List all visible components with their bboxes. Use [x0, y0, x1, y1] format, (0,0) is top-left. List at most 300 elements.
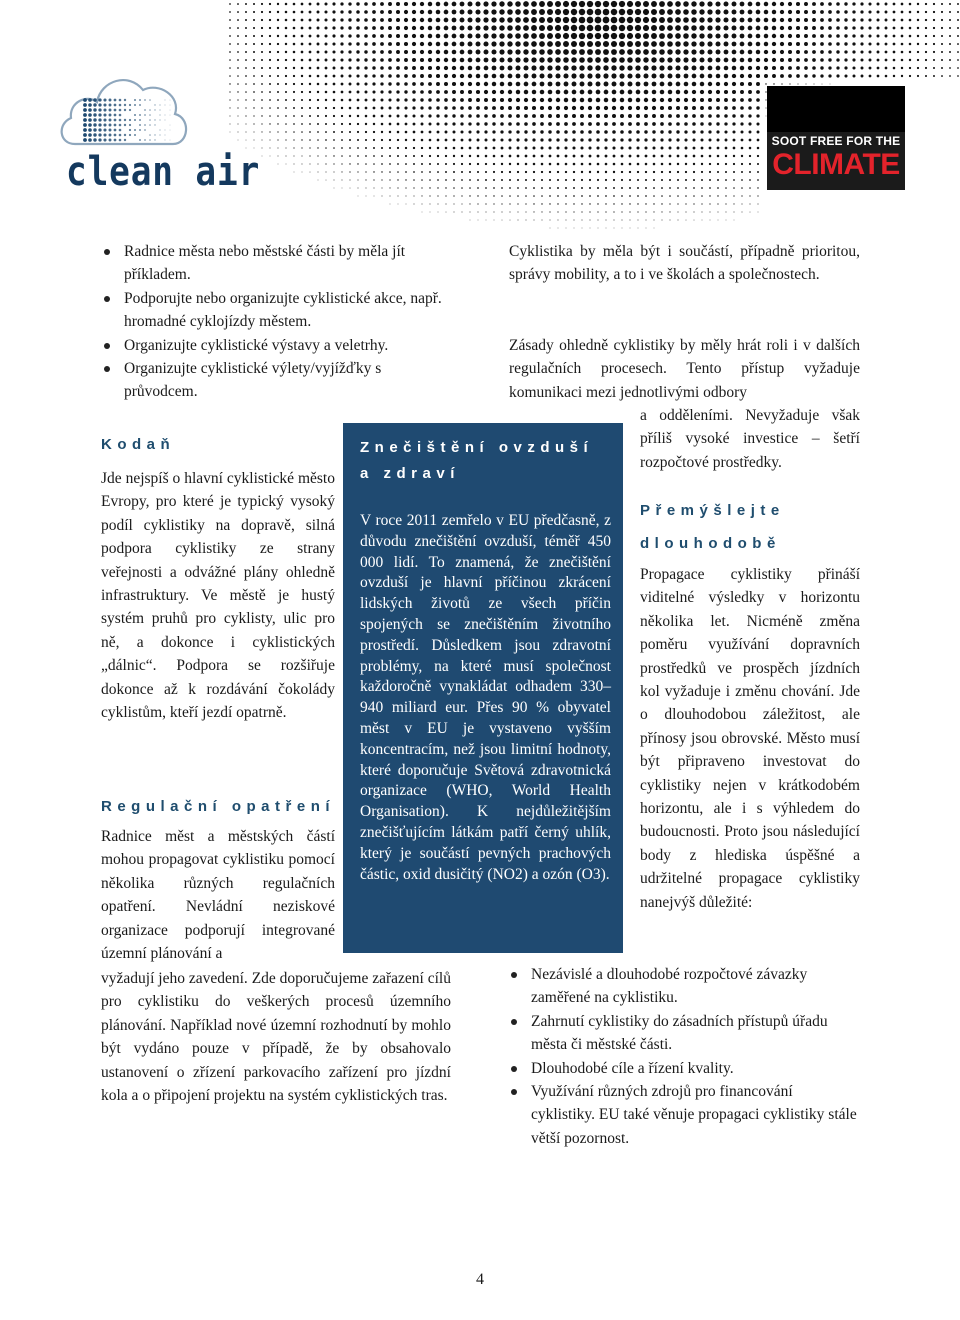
halftone-dot: [732, 50, 737, 55]
halftone-dot: [532, 74, 537, 79]
halftone-dot: [285, 115, 287, 117]
halftone-dot: [620, 130, 624, 134]
halftone-dot: [637, 187, 639, 189]
halftone-dot: [476, 66, 481, 71]
halftone-dot: [476, 82, 480, 86]
halftone-dot: [413, 131, 416, 134]
halftone-dot: [588, 130, 592, 134]
halftone-dot: [389, 155, 391, 157]
halftone-dot: [420, 82, 424, 86]
halftone-dot: [332, 50, 335, 53]
halftone-dot: [757, 203, 758, 204]
cloud-dot: [114, 114, 117, 117]
halftone-dot: [523, 17, 529, 23]
halftone-dot: [756, 26, 761, 31]
halftone-dot: [317, 147, 318, 148]
halftone-dot: [365, 131, 367, 133]
halftone-dot: [531, 65, 536, 70]
halftone-dot: [619, 41, 625, 47]
halftone-dot: [675, 17, 681, 23]
halftone-dot: [269, 3, 271, 5]
halftone-dot: [651, 17, 657, 23]
halftone-dot: [270, 148, 271, 149]
halftone-dot: [869, 75, 872, 78]
halftone-dot: [812, 42, 816, 46]
halftone-dot: [540, 90, 545, 95]
halftone-dot: [820, 2, 824, 6]
halftone-dot: [278, 164, 279, 165]
halftone-dot: [764, 58, 768, 62]
halftone-dot: [645, 195, 647, 197]
halftone-dot: [500, 74, 505, 79]
halftone-dot: [788, 66, 792, 70]
halftone-dot: [269, 27, 271, 29]
halftone-dot: [332, 10, 335, 13]
halftone-dot: [525, 211, 526, 212]
halftone-dot: [660, 82, 665, 87]
halftone-dot: [524, 74, 529, 79]
halftone-dot: [245, 75, 247, 77]
halftone-dot: [629, 211, 630, 212]
halftone-dot: [573, 171, 575, 173]
halftone-dot: [724, 82, 728, 86]
halftone-dot: [373, 179, 374, 180]
cloud-dot: [139, 114, 141, 116]
halftone-dot: [669, 147, 672, 150]
halftone-dot: [253, 27, 255, 29]
halftone-dot: [571, 17, 577, 23]
halftone-dot: [691, 17, 697, 23]
halftone-dot: [667, 41, 673, 47]
halftone-dot: [565, 155, 568, 158]
halftone-dot: [627, 73, 632, 78]
cloud-dot: [83, 138, 87, 142]
halftone-dot: [571, 73, 576, 78]
halftone-dot: [501, 147, 504, 150]
halftone-dot: [732, 98, 736, 102]
halftone-dot: [269, 19, 271, 21]
halftone-dot: [309, 11, 312, 14]
halftone-dot: [717, 179, 719, 181]
halftone-dot: [645, 211, 646, 212]
cloud-dot: [154, 104, 155, 105]
halftone-dot: [380, 74, 383, 77]
halftone-dot: [356, 18, 360, 22]
halftone-dot: [437, 155, 439, 157]
halftone-dot: [909, 35, 912, 38]
halftone-dot: [293, 59, 295, 61]
halftone-dot: [756, 74, 760, 78]
halftone-dot: [294, 172, 295, 173]
halftone-dot: [957, 67, 959, 69]
halftone-dot: [461, 171, 463, 173]
halftone-dot: [659, 41, 665, 47]
halftone-dot: [619, 9, 625, 15]
halftone-dot: [645, 155, 648, 158]
halftone-dot: [348, 10, 351, 13]
halftone-dot: [475, 1, 480, 6]
cloud-dot: [83, 118, 87, 122]
halftone-dot: [780, 18, 784, 22]
halftone-dot: [700, 74, 705, 79]
halftone-dot: [669, 195, 671, 197]
halftone-dot: [627, 9, 633, 15]
halftone-dot: [365, 123, 367, 125]
halftone-dot: [468, 66, 473, 71]
halftone-dot: [507, 1, 512, 6]
halftone-dot: [253, 43, 255, 45]
halftone-dot: [868, 42, 871, 45]
halftone-dot: [404, 98, 407, 101]
halftone-dot: [757, 155, 759, 157]
halftone-dot: [691, 9, 697, 15]
right-bullet-list: [509, 963, 860, 1150]
halftone-dot: [453, 131, 456, 134]
halftone-dot: [420, 10, 424, 14]
halftone-dot: [724, 74, 728, 78]
cloud-dot: [124, 104, 126, 106]
halftone-dot: [428, 58, 432, 62]
halftone-dot: [468, 106, 472, 110]
halftone-dot: [444, 114, 447, 117]
halftone-dot: [428, 98, 432, 102]
halftone-dot: [644, 146, 647, 149]
halftone-dot: [613, 195, 615, 197]
halftone-dot: [635, 73, 640, 78]
halftone-dot: [724, 50, 729, 55]
halftone-dot: [420, 66, 424, 70]
halftone-dot: [253, 115, 254, 116]
halftone-dot: [901, 43, 904, 46]
halftone-dot: [707, 25, 712, 30]
halftone-dot: [645, 187, 647, 189]
halftone-dot: [756, 98, 760, 102]
halftone-dot: [764, 74, 768, 78]
halftone-dot: [654, 228, 655, 229]
halftone-dot: [564, 146, 567, 149]
halftone-dot: [901, 59, 904, 62]
halftone-dot: [661, 179, 663, 181]
halftone-dot: [460, 42, 465, 47]
halftone-dot: [262, 156, 263, 157]
halftone-dot: [613, 179, 615, 181]
halftone-dot: [662, 220, 663, 221]
halftone-dot: [332, 26, 335, 29]
halftone-dot: [740, 26, 745, 31]
halftone-dot: [340, 42, 343, 45]
halftone-dot: [820, 26, 824, 30]
halftone-dot: [836, 66, 839, 69]
halftone-dot: [677, 147, 680, 150]
halftone-dot: [348, 58, 351, 61]
halftone-dot: [452, 10, 457, 15]
halftone-dot: [444, 34, 449, 39]
halftone-dot: [595, 17, 602, 24]
halftone-dot: [596, 90, 601, 95]
cloud-dot: [119, 119, 122, 122]
halftone-dot: [597, 187, 599, 189]
halftone-dot: [420, 26, 424, 30]
halftone-dot: [436, 106, 439, 109]
halftone-dot: [716, 114, 720, 118]
right-paragraph-1: Cyklistika by měla být i součástí, případně prioritou, správy mobility, a to i ve školách a společnostech.: [509, 243, 860, 284]
halftone-dot: [483, 9, 488, 14]
halftone-dot: [565, 195, 567, 197]
halftone-dot: [627, 25, 633, 31]
halftone-dot: [389, 123, 392, 126]
halftone-dot: [499, 57, 504, 62]
halftone-dot: [571, 33, 577, 39]
halftone-dot: [675, 25, 681, 31]
halftone-dot: [709, 211, 710, 212]
halftone-dot: [740, 98, 744, 102]
halftone-dot: [804, 10, 808, 14]
halftone-dot: [436, 18, 441, 23]
halftone-dot: [533, 203, 534, 204]
left-bullet-list: [102, 240, 454, 404]
halftone-dot: [788, 58, 792, 62]
cloud-dot: [159, 109, 160, 110]
halftone-dot: [525, 155, 528, 158]
halftone-dot: [277, 35, 279, 37]
halftone-dot: [285, 147, 286, 148]
halftone-dot: [860, 50, 863, 53]
halftone-dot: [501, 179, 503, 181]
halftone-dot: [372, 50, 376, 54]
halftone-dot: [420, 74, 424, 78]
halftone-dot: [732, 114, 735, 117]
halftone-dot: [643, 41, 649, 47]
halftone-dot: [549, 155, 552, 158]
halftone-dot: [812, 34, 816, 38]
cloud-dot: [88, 138, 92, 142]
halftone-dot: [788, 34, 792, 38]
halftone-dot: [571, 25, 577, 31]
halftone-dot: [557, 155, 560, 158]
halftone-dot: [404, 42, 408, 46]
halftone-dot: [622, 228, 623, 229]
halftone-dot: [317, 115, 319, 117]
halftone-dot: [332, 34, 335, 37]
list-item: Organizujte cyklistické výstavy a veletrhy.: [102, 334, 454, 357]
halftone-dot: [508, 98, 512, 102]
halftone-dot: [699, 1, 704, 6]
halftone-dot: [397, 171, 399, 173]
halftone-dot: [852, 58, 855, 61]
halftone-dot: [572, 82, 577, 87]
halftone-dot: [734, 212, 735, 213]
halftone-dot: [925, 51, 927, 53]
halftone-dot: [725, 187, 727, 189]
halftone-dot: [412, 34, 416, 38]
halftone-dot: [325, 83, 328, 86]
halftone-dot: [357, 171, 358, 172]
halftone-dot: [564, 130, 568, 134]
halftone-dot: [540, 98, 544, 102]
halftone-dot: [596, 122, 600, 126]
halftone-dot: [563, 33, 569, 39]
halftone-dot: [309, 131, 311, 133]
halftone-dot: [309, 115, 311, 117]
halftone-dot: [901, 19, 904, 22]
halftone-dot: [563, 57, 569, 63]
cloud-dot: [149, 114, 151, 116]
cloud-dot: [88, 123, 92, 127]
halftone-dot: [453, 155, 455, 157]
halftone-dot: [830, 84, 831, 85]
halftone-dot: [917, 43, 919, 45]
halftone-dot: [539, 49, 545, 55]
halftone-dot: [580, 138, 583, 141]
list-item: Zahrnutí cyklistiky do zásadních přístupů úřadu města či městské části.: [509, 1010, 860, 1057]
halftone-dot: [380, 10, 384, 14]
halftone-dot: [412, 90, 416, 94]
halftone-dot: [828, 10, 832, 14]
halftone-dot: [566, 228, 567, 229]
halftone-dot: [925, 19, 927, 21]
halftone-dot: [748, 18, 753, 23]
halftone-dot: [635, 1, 641, 7]
halftone-dot: [828, 66, 831, 69]
halftone-dot: [844, 18, 847, 21]
halftone-dot: [780, 50, 784, 54]
halftone-dot: [261, 43, 263, 45]
halftone-dot: [643, 73, 648, 78]
halftone-dot: [748, 50, 753, 55]
halftone-dot: [564, 90, 569, 95]
halftone-dot: [684, 106, 688, 110]
halftone-dot: [740, 50, 745, 55]
halftone-dot: [428, 26, 432, 30]
halftone-dot: [229, 51, 231, 53]
halftone-dot: [645, 179, 647, 181]
halftone-dot: [651, 57, 656, 62]
halftone-dot: [852, 66, 855, 69]
halftone-dot: [860, 2, 863, 5]
halftone-dot: [877, 51, 880, 54]
halftone-dot: [317, 131, 319, 133]
halftone-dot: [452, 74, 456, 78]
halftone-dot: [901, 51, 904, 54]
halftone-dot: [941, 43, 943, 45]
halftone-dot: [382, 196, 383, 197]
soot-free-logo-climate-text: CLIMATE: [772, 148, 900, 181]
halftone-dot: [677, 179, 679, 181]
halftone-dot: [388, 34, 392, 38]
halftone-dot: [668, 114, 672, 118]
halftone-dot: [637, 195, 639, 197]
halftone-dot: [619, 57, 625, 63]
halftone-dot: [652, 138, 655, 141]
halftone-dot: [404, 66, 408, 70]
halftone-dot: [428, 90, 432, 94]
halftone-dot: [661, 155, 664, 158]
halftone-dot: [949, 67, 951, 69]
halftone-dot: [749, 139, 752, 142]
halftone-dot: [349, 147, 351, 149]
halftone-dot: [261, 99, 263, 101]
halftone-dot: [468, 74, 472, 78]
halftone-dot: [293, 99, 295, 101]
think-long-term-heading-2: dlouhodobě: [640, 535, 781, 552]
halftone-dot: [949, 11, 951, 13]
halftone-dot: [579, 65, 584, 70]
halftone-dot: [501, 187, 503, 189]
halftone-dot: [700, 138, 703, 141]
cloud-dot: [149, 134, 151, 136]
halftone-dot: [611, 33, 617, 39]
cloud-dot: [83, 123, 87, 127]
halftone-dot: [749, 131, 752, 134]
halftone-dot: [293, 147, 294, 148]
halftone-dot: [565, 211, 566, 212]
halftone-dot: [620, 122, 624, 126]
halftone-dot: [582, 228, 583, 229]
halftone-dot: [547, 17, 553, 23]
halftone-dot: [740, 82, 744, 86]
halftone-dot: [412, 66, 416, 70]
halftone-dot: [261, 139, 262, 140]
halftone-dot: [652, 106, 656, 110]
halftone-dot: [941, 27, 943, 29]
halftone-dot: [539, 65, 544, 70]
halftone-dot: [725, 195, 726, 196]
cloud-dot: [124, 124, 126, 126]
halftone-dot: [525, 195, 527, 197]
cloud-dot: [109, 134, 112, 137]
halftone-dot: [692, 106, 696, 110]
halftone-dot: [541, 211, 542, 212]
halftone-dot: [461, 187, 463, 189]
halftone-dot: [333, 91, 336, 94]
halftone-dot: [348, 74, 351, 77]
halftone-dot: [476, 130, 479, 133]
halftone-dot: [269, 123, 270, 124]
halftone-dot: [820, 74, 823, 77]
halftone-dot: [325, 91, 328, 94]
halftone-dot: [237, 11, 239, 13]
halftone-dot: [692, 82, 697, 87]
halftone-dot: [285, 91, 287, 93]
halftone-dot: [452, 106, 456, 110]
halftone-dot: [484, 82, 488, 86]
halftone-dot: [398, 204, 399, 205]
halftone-dot: [756, 106, 759, 109]
halftone-dot: [340, 34, 343, 37]
halftone-dot: [668, 82, 673, 87]
halftone-dot: [237, 43, 239, 45]
halftone-dot: [517, 211, 518, 212]
halftone-dot: [460, 74, 464, 78]
cloud-dot: [144, 99, 146, 101]
halftone-dot: [676, 122, 680, 126]
halftone-dot: [469, 163, 471, 165]
halftone-dot: [452, 34, 457, 39]
halftone-dot: [539, 1, 545, 7]
halftone-dot: [397, 123, 400, 126]
halftone-dot: [740, 10, 745, 15]
halftone-dot: [285, 123, 287, 125]
halftone-dot: [365, 179, 366, 180]
halftone-dot: [532, 122, 536, 126]
halftone-dot: [413, 147, 415, 149]
halftone-dot: [732, 26, 737, 31]
halftone-dot: [277, 99, 279, 101]
halftone-dot: [844, 42, 847, 45]
halftone-dot: [820, 66, 823, 69]
halftone-dot: [309, 91, 311, 93]
halftone-dot: [612, 106, 616, 110]
